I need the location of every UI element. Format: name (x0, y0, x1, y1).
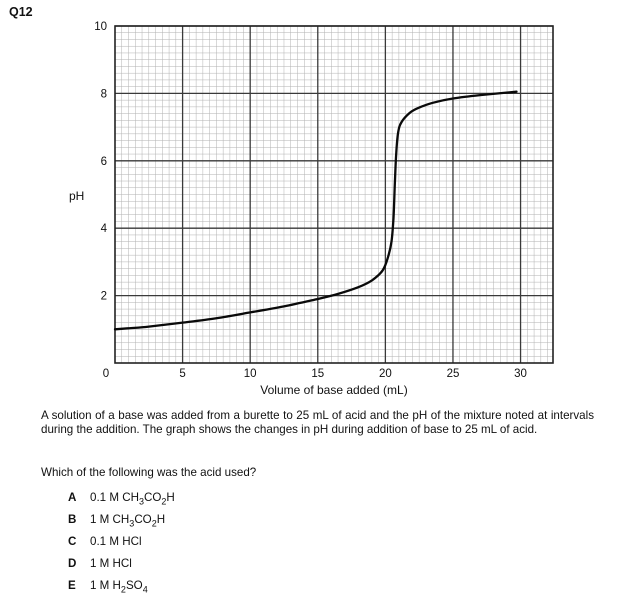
option-letter: D (68, 557, 77, 570)
option-letter: B (68, 513, 77, 526)
option-text: 0.1 M HCl (90, 535, 142, 548)
x-tick-label: 20 (378, 368, 392, 380)
option-letter: A (68, 491, 77, 504)
x-tick-label: 25 (446, 368, 460, 380)
x-axis-title: Volume of base added (mL) (260, 383, 408, 397)
question-number: Q12 (9, 5, 33, 19)
option-row-B (68, 513, 175, 535)
options-list (68, 491, 175, 601)
x-tick-label: 5 (179, 368, 186, 380)
option-row-C (68, 535, 175, 557)
option-row-E (68, 579, 175, 601)
y-tick-label: 4 (100, 223, 107, 236)
y-axis-title: pH (69, 189, 85, 203)
x-tick-label: 30 (514, 368, 527, 380)
question-text: A solution of a base was added from a burette to 25 mL of acid and the pH of the mixture noted at intervals during the addition. The graph shows the changes in pH during addition of base to 25 mL of acid. (41, 409, 594, 437)
y-tick-label: 8 (100, 88, 107, 101)
option-row-D (68, 557, 175, 579)
option-text: 0.1 M $CH_3CO_2H$ (90, 491, 175, 507)
option-letter: E (68, 579, 76, 592)
x-tick-label: 15 (311, 368, 325, 380)
x-tick-label: 10 (243, 368, 257, 380)
option-text: 1 M $H_2SO_4$ (90, 579, 148, 595)
option-letter: C (68, 535, 77, 548)
y-tick-label: 6 (100, 155, 107, 168)
option-row-A (68, 491, 175, 513)
option-text: 1 M HCl (90, 557, 132, 570)
y-tick-label: 10 (94, 21, 107, 33)
origin-tick-label: 0 (102, 368, 110, 380)
question-prompt: Which of the following was the acid used? (41, 466, 257, 479)
y-tick-label: 2 (100, 290, 107, 303)
option-text: 1 M $CH_3CO_2H$ (90, 513, 166, 529)
